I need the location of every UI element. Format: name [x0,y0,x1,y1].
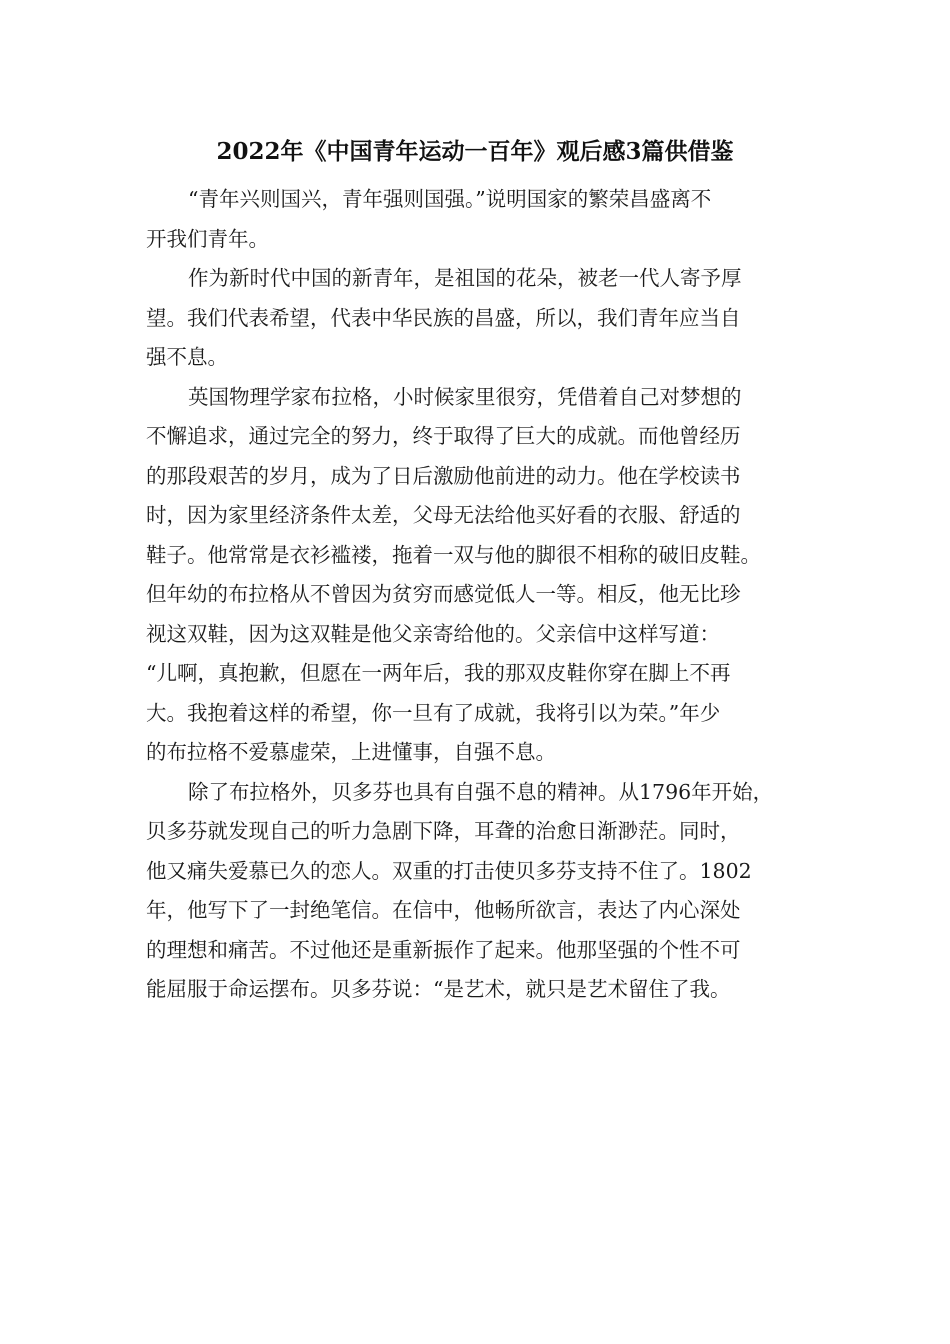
text-line: 开我们青年。 [146,226,269,251]
text-line: 时，因为家里经济条件太差，父母无法给他买好看的衣服、舒适的 [146,503,741,527]
text-line: 强不息。 [146,345,228,369]
text-line: 作为新时代中国的新青年，是祖国的花朵，被老一代人寄予厚 [188,266,742,290]
text-line: 的布拉格不爱慕虚荣，上进懂事，自强不息。 [146,740,556,764]
document-title: 2022年《中国青年运动一百年》观后感3篇供借鉴 [216,138,734,165]
text-line: 他又痛失爱慕已久的恋人。双重的打击使贝多芬支持不住了。1802 [146,858,752,883]
document-body [146,180,806,1010]
text-line: “青年兴则国兴，青年强则国强。”说明国家的繁荣昌盛离不 [188,187,712,211]
text-line: 英国物理学家布拉格，小时候家里很穷，凭借着自己对梦想的 [188,384,742,409]
text-line: 能屈服于命运摆布。贝多芬说：“是艺术，就只是艺术留住了我。 [146,977,731,1001]
text-line: 年，他写下了一封绝笔信。在信中，他畅所欲言，表达了内心深处 [146,898,741,922]
text-line: “儿啊，真抱歉，但愿在一两年后，我的那双皮鞋你穿在脚上不再 [146,661,731,685]
text-line: 的理想和痛苦。不过他还是重新振作了起来。他那坚强的个性不可 [146,937,741,962]
text-line: 大。我抱着这样的希望，你一旦有了成就，我将引以为荣。”年少 [146,700,721,725]
text-line: 除了布拉格外，贝多芬也具有自强不息的精神。从1796年开始， [188,779,774,804]
text-line: 但年幼的布拉格从不曾因为贫穷而感觉低人一等。相反，他无比珍 [146,582,741,606]
text-line: 视这双鞋，因为这双鞋是他父亲寄给他的。父亲信中这样写道： [146,621,720,646]
text-line: 鞋子。他常常是衣衫褴褛，拖着一双与他的脚很不相称的破旧皮鞋。 [146,542,761,567]
text-line: 贝多芬就发现自己的听力急剧下降，耳聋的治愈日渐渺茫。同时， [146,819,741,843]
text-line: 不懈追求，通过完全的努力，终于取得了巨大的成就。而他曾经历 [146,424,741,448]
text-line: 望。我们代表希望，代表中华民族的昌盛，所以，我们青年应当自 [146,305,741,330]
text-line: 的那段艰苦的岁月，成为了日后激励他前进的动力。他在学校读书 [146,463,741,488]
